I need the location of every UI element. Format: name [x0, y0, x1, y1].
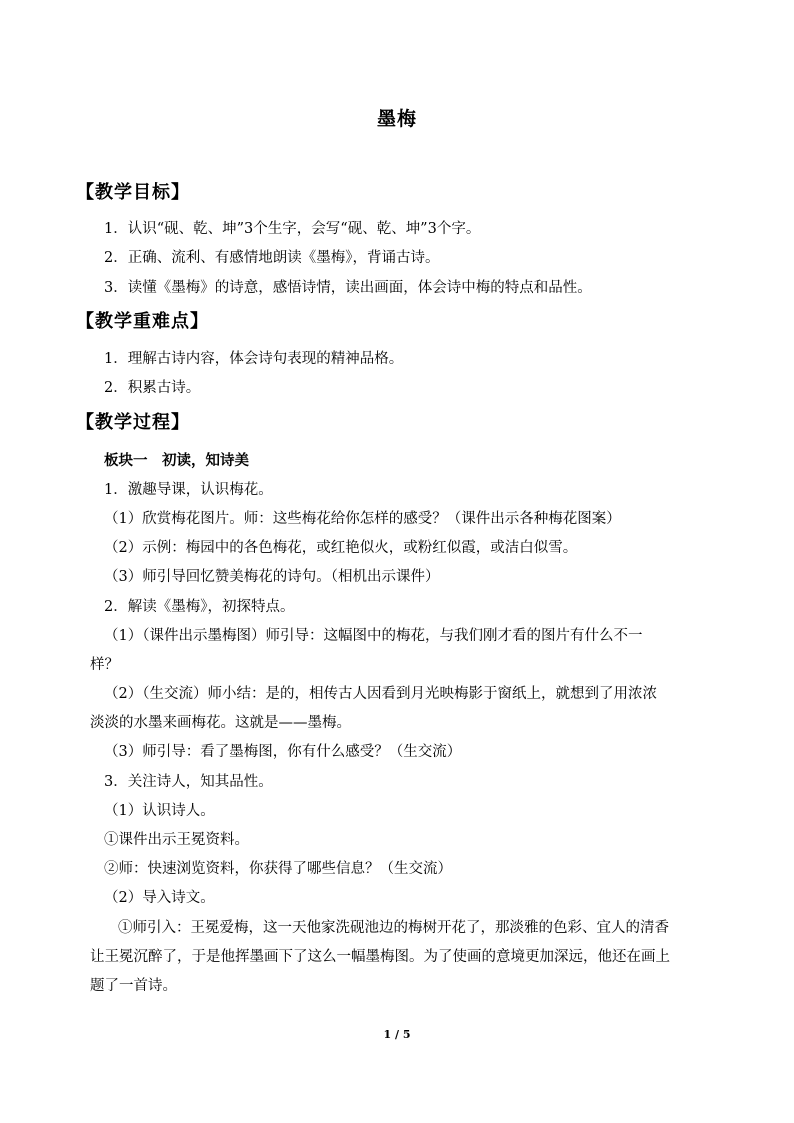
block-title: 板块一 初读，知诗美: [104, 452, 249, 469]
process-line: （2）导入诗文。: [104, 890, 215, 906]
process-line: （2）示例：梅园中的各色梅花，或红艳似火，或粉红似霞，或洁白似雪。: [104, 540, 578, 556]
process-line: ②师：快速浏览资料，你获得了哪些信息？（生交流）: [104, 861, 452, 877]
process-line: 3．关注诗人，知其品性。: [104, 774, 273, 790]
process-line: ①课件出示王冕资料。: [104, 832, 249, 848]
process-line: （1）（课件出示墨梅图）师引导：这幅图中的梅花，与我们刚才看的图片有什么不一: [104, 628, 643, 644]
process-line: 1．激趣导课，认识梅花。: [104, 482, 273, 498]
process-line: 淡淡的水墨来画梅花。这就是——墨梅。: [90, 715, 351, 731]
process-line: 2．解读《墨梅》，初探特点。: [104, 599, 295, 615]
keypoint-item: 2．积累古诗。: [104, 380, 201, 396]
process-line: （2）（生交流）师小结：是的，相传古人因看到月光映梅影于窗纸上，就想到了用浓浓: [104, 686, 657, 702]
process-line: （3）师引导：看了墨梅图，你有什么感受？（生交流）: [104, 744, 462, 760]
process-line: （1）欣赏梅花图片。师：这些梅花给你怎样的感受？（课件出示各种梅花图案）: [104, 511, 621, 527]
section-heading-keypoints: 【教学重难点】: [76, 311, 209, 332]
process-line: 让王冕沉醉了，于是他挥墨画下了这么一幅墨梅图。为了使画的意境更加深远，他还在画上: [90, 949, 670, 965]
process-line: 样？: [90, 657, 119, 673]
process-line: 题了一首诗。: [90, 978, 177, 994]
goal-item: 2．正确、流利、有感情地朗读《墨梅》，背诵古诗。: [104, 250, 440, 266]
goal-item: 3．读懂《墨梅》的诗意，感悟诗情，读出画面，体会诗中梅的特点和品性。: [104, 280, 592, 296]
process-line: ①师引入：王冕爱梅，这一天他家洗砚池边的梅树开花了，那淡雅的色彩、宜人的清香: [118, 920, 669, 936]
process-line: （3）师引导回忆赞美梅花的诗句。（相机出示课件）: [104, 569, 440, 585]
section-heading-goals: 【教学目标】: [76, 182, 190, 203]
goal-item: 1．认识“砚、乾、坤”3个生字，会写“砚、乾、坤”3个字。: [104, 221, 481, 237]
section-heading-process: 【教学过程】: [76, 412, 190, 433]
page-number: 1 / 5: [383, 1028, 411, 1041]
process-line: （1）认识诗人。: [104, 803, 215, 819]
page-title: 墨梅: [376, 108, 417, 130]
keypoint-item: 1．理解古诗内容，体会诗句表现的精神品格。: [104, 351, 404, 367]
